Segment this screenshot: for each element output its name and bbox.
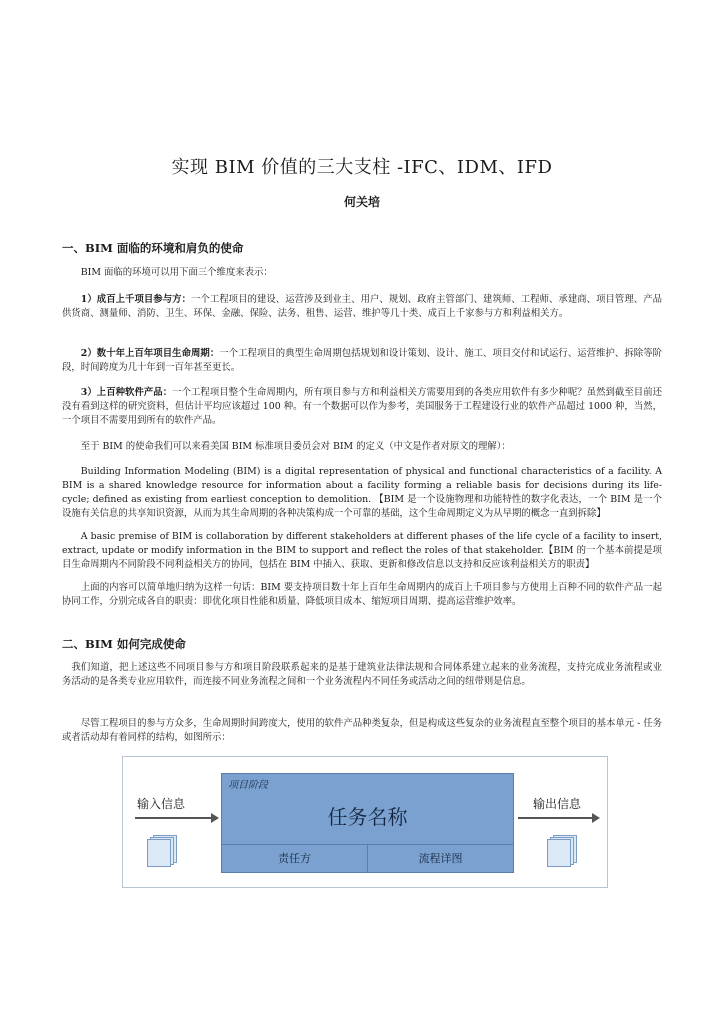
mission-intro: 至于 BIM 的使命我们可以来看美国 BIM 标准项目委员会对 BIM 的定义（中文是作者对原文的理解）： [80,441,511,452]
item3-text: 一个工程项目整个生命周期内，所有项目参与方和利益相关方需要用到的各类应用软件有多少种呢？虽然到截至目前还没有看到这样的研究资料，但估计平均应该超过 100 种。有一个数据可以作为参考，美国服务于工程建设行业的软件产品超过 1000 种，当然，一个项目不需要用到所有的软件产品。 [62,387,662,426]
author-name: 何关培 [343,195,380,209]
item1-text: 一个工程项目的建设、运营涉及到业主、用户、规划、政府主管部门、建筑师、工程师、承建商、项目管理、产品供货商、测量师、消防、卫生、环保、金融、保险、法务、租售、运营、维护等几十类、成百上千家参与方和利益相关方。 [62,294,662,319]
section1-heading: 一、BIM 面临的环境和肩负的使命 [62,241,244,255]
definition2-chinese: 【BIM 的一个基本前提是项目生命周期内不同阶段不同利益相关方的协同，包括在 BIM 中插入、获取、更新和修改信息以支持和反应该利益相关方的职责】 [62,545,662,570]
process-detail-label: 流程详图 [418,852,463,865]
document-title: 实现 BIM 价值的三大支柱 -IFC、IDM、IFD [171,157,553,178]
task-box [221,773,514,873]
item1-paragraph [62,293,662,321]
definition2-paragraph [62,530,662,572]
item1-label: 1）成百上千项目参与方： [80,294,191,305]
task-name-label: 任务名称 [327,805,408,829]
definition1-chinese: 【BIM 是一个设施物理和功能特性的数字化表达，一个 BIM 是一个设施有关信息的共享知识资源，从而为其生命周期的各种决策构成一个可靠的基础，这个生命周期定义为从早期的概念一直到拆除】 [62,494,662,519]
output-info-label: 输出信息 [533,797,582,811]
responsible-party-label: 责任方 [222,845,368,872]
output-arrow-line [518,817,594,819]
definition2-english: A basic premise of BIM is collaboration by different stakeholders at different phases of the life cycle of a facility to insert, extract, update or modify information in the BIM to support and reflect the roles of that stakeholder. [62,531,662,556]
section2-para2: 尽管工程项目的参与方众多，生命周期时间跨度大，使用的软件产品种类复杂，但是构成这些复杂的业务流程直至整个项目的基本单元 - 任务或者活动却有着同样的结构，如图所示： [62,718,662,743]
output-document-icon [547,835,577,867]
section2-para1: 我们知道，把上述这些不同项目参与方和项目阶段联系起来的是基于建筑业法律法规和合同体系建立起来的业务流程，支持完成业务流程或业务活动的是各类专业应用软件，而连接不同业务流程之间和一个业务流程内不同任务或活动之间的纽带则是信息。 [62,662,662,687]
section2-heading: 二、BIM 如何完成使命 [62,637,186,651]
input-document-icon [147,835,177,867]
summary-paragraph: 上面的内容可以简单地归纳为这样一句话：BIM 要支持项目数十年上百年生命周期内的成百上千项目参与方使用上百种不同的软件产品一起协同工作，分别完成各自的职责：即优化项目性能和质量、降低项目成本、缩短项目周期、提高运营维护效率。 [62,582,662,607]
item2-label: 2）数十年上百年项目生命周期： [80,348,220,359]
definition1-paragraph [62,465,662,521]
section1-intro: BIM 面临的环境可以用下面三个维度来表示： [80,267,273,278]
task-box-footer [222,844,513,872]
item3-paragraph [62,386,662,428]
item3-label: 3）上百种软件产品： [80,387,173,398]
output-arrow-head [592,813,600,823]
input-arrow-head [211,813,219,823]
item2-paragraph [62,347,662,375]
definition1-english: Building Information Modeling (BIM) is a digital representation of physical and functional characteristics of a facility. A BIM is a shared knowledge resource for information about a facility forming a reliable basis for decisions during its life-cycle; defined as existing from earliest conception to demolition. [62,466,662,505]
project-stage-label: 项目阶段 [228,780,268,791]
task-structure-diagram [122,756,608,888]
item2-text: 一个工程项目的典型生命周期包括规划和设计策划、设计、施工、项目交付和试运行、运营维护、拆除等阶段，时间跨度为几十年到一百年甚至更长。 [62,348,662,373]
input-arrow-line [135,817,213,819]
input-info-label: 输入信息 [137,797,186,811]
